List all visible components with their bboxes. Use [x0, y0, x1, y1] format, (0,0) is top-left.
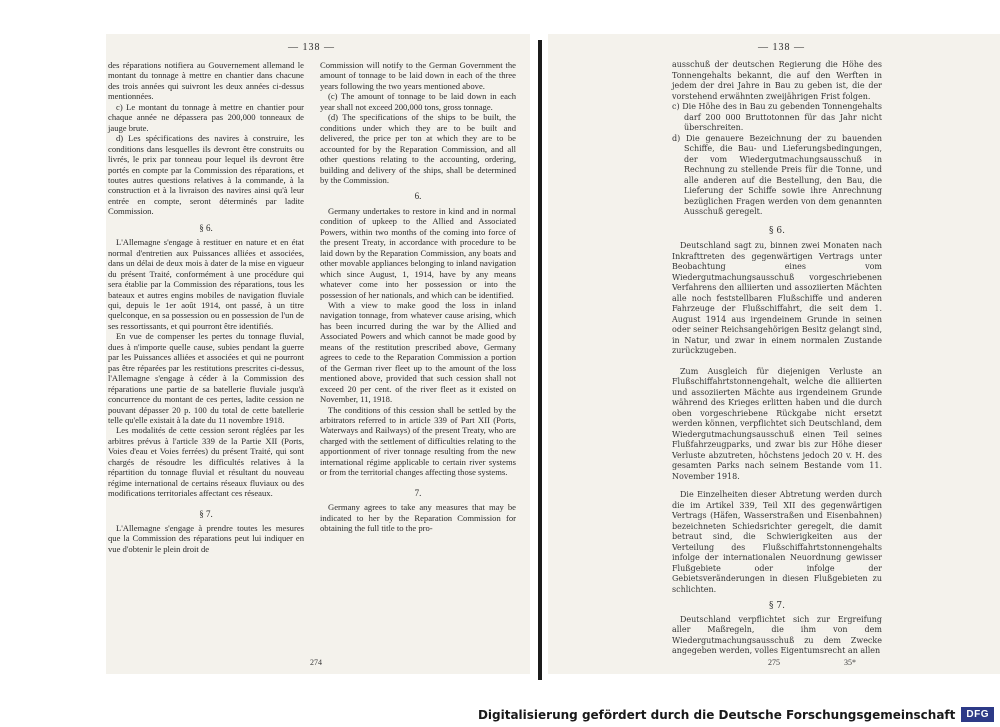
left-footer-number: 274: [310, 658, 322, 667]
right-page: [548, 34, 1000, 674]
right-page-number: — 138 —: [758, 42, 805, 53]
english-section-7-heading: 7.: [414, 487, 422, 498]
german-paragraph-2: c) Die Höhe des in Bau zu gebenden Tonnengehalts darf 200 000 Bruttotonnen für das Jahr nicht überschreiten.: [672, 102, 882, 132]
french-column: [108, 60, 304, 554]
german-paragraph-1: ausschuß der deutschen Regierung die Höhe des Tonnengehalts bekannt, die auf den Werften in jedem der drei Jahre in Bau zu geben ist, die der vorstehend erwähnten zweijährigen Frist folgen.: [672, 60, 882, 101]
french-section-6-heading: § 6.: [199, 222, 213, 233]
french-paragraph-7: L'Allemagne s'engage à prendre toutes les mesures que la Commission des réparations peut lui indiquer en vue d'obtenir le plein droit de: [108, 523, 304, 554]
signature-mark: 35*: [844, 658, 856, 667]
english-paragraph-6: The conditions of this cession shall be settled by the arbitrators referred to in article 339 of Part XII (Ports, Waterways and Railways) of the present Treaty, who are charged with the settlement of difficulties relating to the apportionment of river tonnage resulting from the new international régime applicable to certain river systems or from the territorial changes affecting those systems.: [320, 404, 516, 478]
dfg-footer-text: Digitalisierung gefördert durch die Deutsche Forschungsgemeinschaft: [477, 707, 956, 722]
english-paragraph-3: (d) The specifications of the ships to be built, the conditions under which they are to be built and delivered, the price per ton at which they are to be accounted for by the Reparation Commission, and all other questions relating to the accounting, ordering, building and delivery of the ships, shall be determined by the Commission.: [320, 112, 516, 185]
dfg-footer: [478, 707, 994, 722]
german-paragraph-5: Zum Ausgleich für diejenigen Verluste an Flußschiffahrtstonnengehalt, welche die alliierten und assoziierten Mächte aus irgendeinem Grunde während des Krieges erlitten haben und die durch oben vorgeschriebene Rückgabe nicht ersetzt werden können, verpflichtet sich Deutschland, dem Wiedergutmachungsausschuß einen Teil seines Flußfahrzeugparks, und zwar bis zur Höhe dieser Verluste abzutreten, höchstens jedoch 20 v. H. des gesamten Parks nach seinem Bestande vom 11. November 1918.: [672, 366, 882, 481]
english-paragraph-7: Germany agrees to take any measures that may be indicated to her by the Reparation Commission for obtaining the full title to the pro-: [320, 502, 516, 534]
german-paragraph-3: d) Die genauere Bezeichnung der zu bauenden Schiffe, die Bau- und Lieferungsbedingungen, der vom Wiedergutmachungsausschuß in Rechnung zu stellende Preis für die Tonne, und alle anderen auf die Bestellung, den Bau, die Lieferung der Schiffe sowie ihre Anrechnung bezüglichen Fragen werden von dem genannten Ausschuß geregelt.: [672, 133, 882, 216]
french-paragraph-5: En vue de compenser les pertes du tonnage fluvial, dues à n'importe quelle cause, subies pendant la guerre par les Puissances alliées et associées et qui ne pourront pas être réparées par les restitutions prescrites ci-dessus, l'Allemagne s'engage à céder à la Commission des réparations une partie de sa batellerie fluviale jusqu'à concurrence du montant de ces pertes, ladite cession ne pouvant dépasser 20 p. 100 du total de cette batellerie telle qu'elle existait à la date du 11 novembre 1918.: [108, 331, 304, 425]
english-paragraph-4: Germany undertakes to restore in kind and in normal condition of upkeep to the Allied and Associated Powers, within two months of the coming into force of the present Treaty, in accordance with procedure to be laid down by the Reparation Commission, any boats and other movable appliances belonging to inland navigation which since August, 1, 1914, have by any means whatever come into her possession or into the possession of her nationals, and which can be identified.: [320, 205, 516, 300]
left-page: [106, 34, 530, 674]
page-gutter: [538, 40, 542, 680]
english-section-6-heading: 6.: [414, 191, 422, 202]
french-paragraph-1: des réparations notifiera au Gouvernement allemand le montant du tonnage à mettre en chantier dans chacune des trois années qui suivront les deux années ci-dessus mentionnées.: [108, 60, 304, 102]
german-section-6-heading: § 6.: [769, 225, 785, 236]
french-paragraph-6: Les modalités de cette cession seront réglées par les arbitres prévus à l'article 339 de la Partie XII (Ports, Voies d'eau et Voies ferrées) du présent Traité, qui sont chargés de résoudre les difficultés relatives à la répartition du tonnage fluvial et résultant du nouveau régime international de certains réseaux fluviaux ou des modifications territoriales affectant ces réseaux.: [108, 425, 304, 499]
german-section-7-heading: § 7.: [769, 601, 785, 611]
german-paragraph-4: Deutschland sagt zu, binnen zwei Monaten nach Inkrafttreten des gegenwärtigen Vertrags unter Beobachtung eines vom Wiedergutmachungsausschuß vorgeschriebenen Verfahrens den alliierten und assoziierten Mächten alle noch feststellbaren Flußschiffe und anderen Fahrzeuge der Flußschiffahrt, die seit dem 1. August 1914 aus irgendeinem Grunde in seinen oder seiner Reichsangehörigen Besitz gelangt sind, in Natur, und zwar in einem normalen Zustande zurückzugeben.: [672, 241, 882, 355]
left-page-number: — 138 —: [288, 42, 335, 53]
german-paragraph-7: Deutschland verpflichtet sich zur Ergreifung aller Maßregeln, die ihm von dem Wiedergutmachungsausschuß zu dem Zwecke angegeben werden, volles Eigentumsrecht an allen: [672, 614, 882, 655]
dfg-logo-icon: DFG: [961, 707, 994, 722]
english-paragraph-5: With a view to make good the loss in inland navigation tonnage, from whatever cause arising, which has been incurred during the war by the Allied and Associated Powers and which cannot be made good by means of the restitution prescribed above, Germany agrees to cede to the Reparation Commission a portion of the German river fleet up to the amount of the loss mentioned above, provided that such cession shall not exceed 20 per cent. of the river fleet as it existed on November, 11, 1918.: [320, 299, 516, 405]
german-paragraph-6: Die Einzelheiten dieser Abtretung werden durch die im Artikel 339, Teil XII des gegenwärtigen Vertrags (Häfen, Wasserstraßen und Eisenbahnen) bezeichneten Schiedsrichter geregelt, die damit betraut sind, die Schwierigkeiten aus der Verteilung des Flußschiffahrtstonnengehalts infolge der internationalen Neuordnung gewisser Flußgebiete oder infolge der Gebietsveränderungen in diesen Flußgebieten zu schlichten.: [672, 490, 882, 594]
french-paragraph-3: d) Les spécifications des navires à construire, les conditions dans lesquelles ils devront être construits ou livrés, le prix par tonneau pour lequel ils devront être portés en compte par la Commission des réparations, et toutes autres questions relatives à la commande, à la construction et à la livraison des navires ainsi qu'à leur entrée en compte, seront déterminés par ladite Commission.: [108, 133, 304, 217]
french-section-7-heading: § 7.: [199, 508, 213, 519]
english-column: [320, 60, 516, 533]
english-paragraph-2: (c) The amount of tonnage to be laid down in each year shall not exceed 200,000 tons, gross tonnage.: [320, 91, 516, 112]
right-footer-number: 275: [768, 658, 780, 667]
english-paragraph-1: Commission will notify to the German Government the amount of tonnage to be laid down in each of the three years following the two years mentioned above.: [320, 60, 516, 91]
german-column: [672, 60, 882, 657]
french-paragraph-4: L'Allemagne s'engage à restituer en nature et en état normal d'entretien aux Puissances alliées et associées, dans un délai de deux mois à dater de la mise en vigueur du présent Traité, conformément à une procédure qui sera établie par la Commission des réparations, tous les bateaux et autres engins mobiles de navigation fluviale qui, depuis le 1er août 1914, ont passé, à un titre quelconque, en sa possession ou en possession de l'un de ses ressortissants, et qui pourront être identifiés.: [108, 237, 304, 331]
french-paragraph-2: c) Le montant du tonnage à mettre en chantier pour chaque année ne dépassera pas 200,000 tonneaux de jauge brute.: [108, 101, 304, 133]
